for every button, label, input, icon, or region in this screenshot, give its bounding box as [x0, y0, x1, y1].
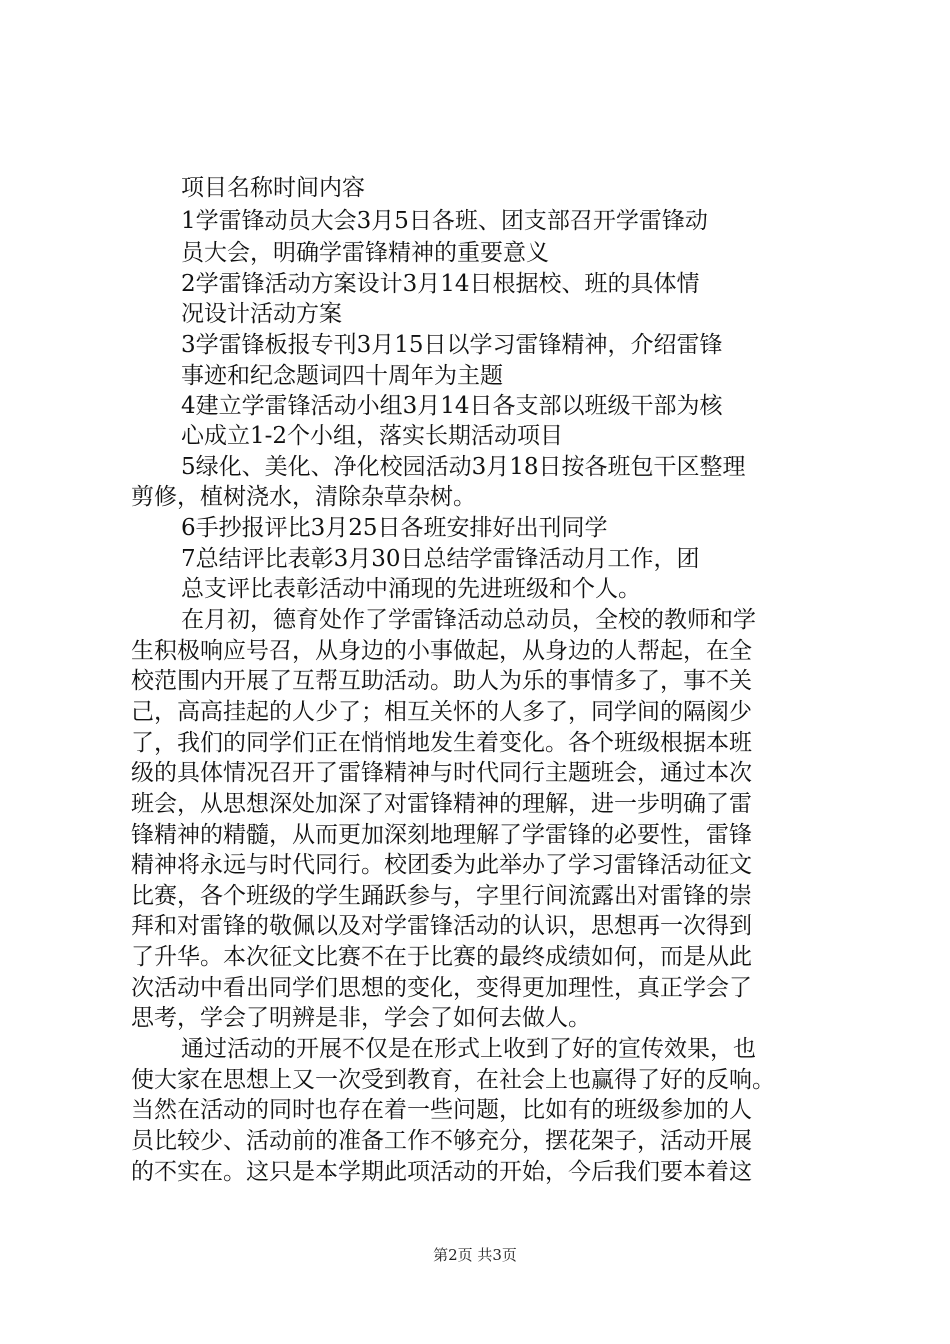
- table-row-line: 6手抄报评比3月25日各班安排好出刊同学: [181, 515, 608, 541]
- paragraph-line: 级的具体情况召开了雷锋精神与时代同行主题班会，通过本次: [131, 760, 752, 786]
- paragraph-line: 的不实在。这只是本学期此项活动的开始，今后我们要本着这: [131, 1159, 752, 1185]
- paragraph-line: 通过活动的开展不仅是在形式上收到了好的宣传效果，也: [181, 1036, 756, 1062]
- table-row-line: 心成立1-2个小组，落实长期活动项目: [181, 423, 564, 449]
- table-row-line: 2学雷锋活动方案设计3月14日根据校、班的具体情: [181, 271, 700, 297]
- table-row-line: 1学雷锋动员大会3月5日各班、团支部召开学雷锋动: [181, 208, 708, 234]
- paragraph-line: 当然在活动的同时也存在着一些问题，比如有的班级参加的人: [131, 1097, 752, 1123]
- page-number-footer: 第2页 共3页: [433, 1246, 517, 1264]
- table-row-line: 员大会，明确学雷锋精神的重要意义: [181, 240, 549, 266]
- paragraph-line: 次活动中看出同学们思想的变化，变得更加理性，真正学会了: [131, 975, 752, 1001]
- table-row-line: 3学雷锋板报专刊3月15日以学习雷锋精神，介绍雷锋: [181, 332, 723, 358]
- paragraph-line: 生积极响应号召，从身边的小事做起，从身边的人帮起，在全: [131, 638, 752, 664]
- paragraph-line: 比赛，各个班级的学生踊跃参与，字里行间流露出对雷锋的崇: [131, 883, 752, 909]
- paragraph-line: 了升华。本次征文比赛不在于比赛的最终成绩如何，而是从此: [131, 944, 752, 970]
- paragraph-line: 拜和对雷锋的敬佩以及对学雷锋活动的认识，思想再一次得到: [131, 913, 752, 939]
- table-row-line: 况设计活动方案: [181, 301, 342, 327]
- table-header-line: 项目名称时间内容: [181, 175, 365, 201]
- table-row-line: 5绿化、美化、净化校园活动3月18日按各班包干区整理: [181, 454, 746, 480]
- paragraph-line: 思考，学会了明辨是非，学会了如何去做人。: [131, 1005, 591, 1031]
- paragraph-line: 在月初，德育处作了学雷锋活动总动员，全校的教师和学: [181, 607, 756, 633]
- paragraph-line: 使大家在思想上又一次受到教育，在社会上也赢得了好的反响。: [131, 1067, 775, 1093]
- table-row-line: 总支评比表彰活动中涌现的先进班级和个人。: [181, 576, 641, 602]
- table-row-line: 事迹和纪念题词四十周年为主题: [181, 363, 503, 389]
- paragraph-line: 精神将永远与时代同行。校团委为此举办了学习雷锋活动征文: [131, 852, 752, 878]
- paragraph-line: 员比较少、活动前的准备工作不够充分，摆花架子，活动开展: [131, 1128, 752, 1154]
- paragraph-line: 了，我们的同学们正在悄悄地发生着变化。各个班级根据本班: [131, 730, 752, 756]
- paragraph-line: 校范围内开展了互帮互助活动。助人为乐的事情多了，事不关: [131, 668, 752, 694]
- paragraph-line: 班会，从思想深处加深了对雷锋精神的理解，进一步明确了雷: [131, 791, 752, 817]
- table-row-line: 4建立学雷锋活动小组3月14日各支部以班级干部为核: [181, 393, 723, 419]
- paragraph-line: 锋精神的精髓，从而更加深刻地理解了学雷锋的必要性，雷锋: [131, 822, 752, 848]
- table-row-line: 剪修，植树浇水，清除杂草杂树。: [131, 484, 476, 510]
- table-row-line: 7总结评比表彰3月30日总结学雷锋活动月工作，团: [181, 546, 700, 572]
- paragraph-line: 己，高高挂起的人少了；相互关怀的人多了，同学间的隔阂少: [131, 699, 752, 725]
